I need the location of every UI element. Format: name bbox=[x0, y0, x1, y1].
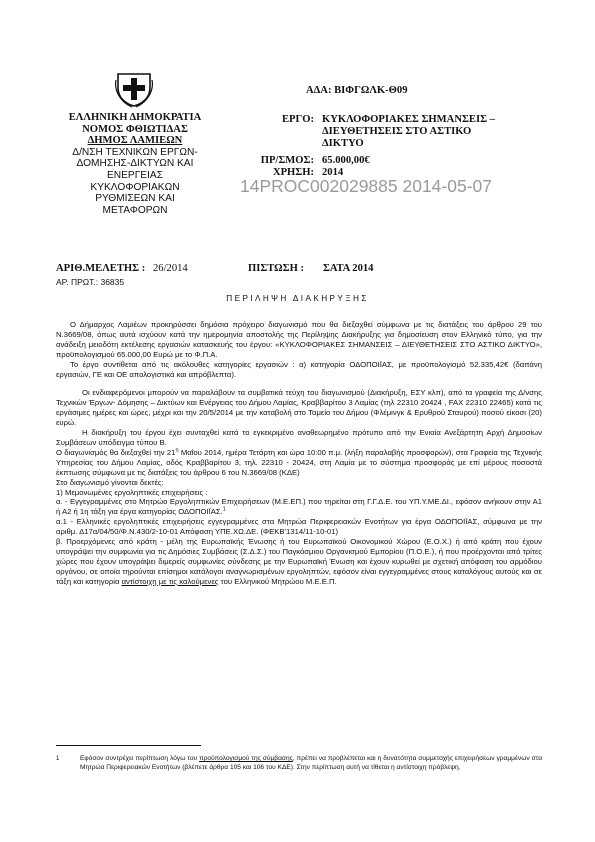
footnote-ref: 1 bbox=[222, 506, 226, 513]
paragraph: Ο Δήμαρχος Λαμιέων προκηρύσσει δημόσια πρόχειρο διαγωνισμό που θα διεξαχθεί σύμφωνα με τις διατάξεις του άρθρου 29 του Ν.3669/08, όπως αυτά ισχύουν κατά την ημερομηνία αποστολής της Περίληψης Διακήρυξης για δημοσίευση στον Ελληνικό τύπο, για την ανάδειξη μειοδότη εκτέλεσης εργασιών κατασκευής του έργου: «ΚΥΚΛΟΦΟΡΙΑΚΕΣ ΣΗΜΑΝΣΕΙΣ – ΔΙΕΥΘΕΤΗΣΕΙΣ ΣΤΟ ΑΣΤΙΚΟ ΔΙΚΤΥΟ», προϋπολογισμού 65.000,00 Ευρώ με το Φ.Π.Α. bbox=[56, 320, 542, 359]
project-value-line: ΔΙΚΤΥΟ bbox=[322, 138, 364, 149]
paragraph bbox=[56, 448, 542, 478]
year-label: ΧΡΗΣΗ: bbox=[272, 167, 314, 178]
budget-value: 65.000,00€ bbox=[322, 155, 370, 166]
authority-line: ΕΛΛΗΝΙΚΗ ΔΗΜΟΚΡΑΤΙΑ bbox=[68, 112, 202, 123]
paragraph-text: Μαΐου 2014, ημέρα Τετάρτη και ώρα 10:00 π.μ. (λήξη παραλαβής προσφορών), στα Γραφεία της Τεχνικής Υπηρεσίας του Δήμου Λαμίας, οδός Κραββαρίτου 3, τηλ. 22310 - 20424, στη Λαμία με το σύστημα προσφοράς με επί μέρους ποσοστά έκπτωσης σύμφωνα με τις διατάξεις του άρθρου 6 του Ν.3669/08 (ΚΔΕ) bbox=[56, 447, 542, 477]
study-number-value: 26/2014 bbox=[153, 263, 188, 274]
superscript: η bbox=[175, 447, 179, 454]
authority-line: ΚΥΚΛΟΦΟΡΙΑΚΩΝ bbox=[90, 181, 180, 193]
project-value-line: ΚΥΚΛΟΦΟΡΙΑΚΕΣ ΣΗΜΑΝΣΕΙΣ – bbox=[322, 114, 495, 125]
registry-stamp: 14PROC002029885 2014-05-07 bbox=[240, 176, 492, 196]
paragraph: 1) Μεμονωμένες εργοληπτικές επιχειρήσεις : bbox=[56, 487, 208, 497]
footnote-text-part: , πρέπει να προβλέπεται και η δυνατότητα συμμετοχής επιχειρήσεων γραμμένων στα Μητρώα Περιφερειακών Ενοτήτων (βλέπετε άρθρα 105 και 106 του ΚΔΕ). Στην περίπτωση αυτή να τίθεται η αντίστοιχη πρόβλεψη. bbox=[80, 755, 543, 771]
paragraph: Η διακήρυξη του έργου έχει συνταχθεί κατά το εγκεκριμένο αναθεωρημένο πρότυπο από την Ενιαία Ανεξάρτητη Αρχή Δημοσίων Συμβάσεων υπόδειγμα τύπου Β. bbox=[56, 428, 542, 447]
paragraph-text: β. Προερχόμενες από κράτη - μέλη της Ευρωπαϊκής Ένωσης ή του Ευρωπαϊκού Οικονομικού Χώρου (Ε.Ο.Χ.) ή από κράτη που έχουν υπογράψει την συμφωνία για τις Δημόσιες Συμβάσεις (Σ.Δ.Σ.) του Παγκόσμιου Οργανισμού Εμπορίου (Π.Ο.Ε.), ή που προέρχονται από τρίτες χώρες που έχουν υπογράψει διμερείς συμφωνίες σύνδεσης με την Ευρωπαϊκή Ένωση και έχουν κυρωθεί με σχετική απόφαση του αρμόδιου οργάνου, σε οποία τηρούνται επίσημοι κατάλογοι αναγνωρισμένων εργοληπτών, εφόσον είναι εγγεγραμμένες στους καταλόγους αυτούς και σε τάξη και κατηγορία bbox=[56, 537, 542, 586]
credit-label: ΠΙΣΤΩΣΗ : bbox=[248, 263, 304, 274]
document-title: ΠΕΡΙΛΗΨΗ ΔΙΑΚΗΡΥΞΗΣ bbox=[226, 294, 369, 303]
paragraph: α.1 - Ελληνικές εργοληπτικές επιχειρήσεις εγγεγραμμένες στα Μητρώα Περιφερειακών Ενοτήτων για έργα ΟΔΟΠΟΙΪΑΣ, σύμφωνα με την αριθμ. Δ17α/04/50/Φ.Ν.430/2-10-01 Απόφαση ΥΠΕ.ΧΩ.ΔΕ. (ΦΕΚΒ'1314/11-10-01) bbox=[56, 517, 542, 537]
paragraph-text: α. - Εγγεγραμμένες στο Μητρώο Εργοληπτικών Επιχειρήσεων (Μ.Ε.ΕΠ.) που τηρείται στη Γ.Γ.Δ.Ε. του ΥΠ.Υ.ΜΕ.ΔΙ., εφόσον ανήκουν στην Α1 ή Α2 ή 1η τάξη για έργα κατηγορίας ΟΔΟΠΟΙΪΑΣ. bbox=[56, 497, 542, 517]
protocol-number: ΑΡ. ΠΡΩΤ.: 36835 bbox=[56, 277, 125, 287]
ada-code: ΑΔΑ: ΒΙΦΓΩΛΚ-Θ09 bbox=[306, 85, 408, 96]
greek-republic-emblem-icon bbox=[114, 68, 154, 108]
footnote-divider bbox=[56, 745, 201, 746]
year-value: 2014 bbox=[322, 167, 344, 178]
authority-line: Δ/ΝΣΗ ΤΕΧΝΙΚΩΝ ΕΡΓΩΝ- bbox=[72, 146, 198, 158]
authority-line: ΕΝΕΡΓΕΙΑΣ bbox=[106, 169, 164, 181]
authority-line: ΜΕΤΑΦΟΡΩΝ bbox=[102, 204, 168, 216]
authority-line: ΔΟΜΗΣΗΣ-ΔΙΚΤΥΩΝ ΚΑΙ bbox=[76, 158, 194, 170]
project-value-line: ΔΙΕΥΘΕΤΗΣΕΙΣ ΣΤΟ ΑΣΤΙΚΟ bbox=[322, 126, 472, 137]
paragraph-text: Ο διαγωνισμός θα διεξαχθεί την 21 bbox=[56, 447, 176, 457]
authority-line: ΡΥΘΜΙΣΕΩΝ ΚΑΙ bbox=[95, 193, 175, 205]
authority-line: ΔΗΜΟΣ ΛΑΜΙΕΩΝ bbox=[87, 135, 183, 147]
budget-label: ΠΡ/ΣΜΟΣ: bbox=[260, 155, 314, 166]
footnote-underlined: προϋπολογισμού της σύμβασης bbox=[199, 755, 293, 762]
paragraph-text: του Ελληνικού Μητρώου Μ.Ε.Ε.Π. bbox=[218, 576, 337, 586]
footnote-text bbox=[80, 755, 542, 772]
paragraph bbox=[56, 537, 542, 587]
paragraph bbox=[56, 497, 542, 517]
footnote-text-part: Εφόσον συντρέχει περίπτωση λόγω του bbox=[80, 755, 200, 762]
credit-value: ΣΑΤΑ 2014 bbox=[323, 263, 374, 274]
authority-line: ΝΟΜΟΣ ΦΘΙΩΤΙΔΑΣ bbox=[82, 123, 188, 135]
paragraph: Το έργο συντίθεται από τις ακόλουθες κατηγορίες εργασιών : α) κατηγορία ΟΔΟΠΟΙΪΑΣ, με προϋπολογισμό 52.335,42€ (δαπάνη εργασιών, ΓΕ και ΟΕ απολογιστικά και απρόβλεπτα). bbox=[56, 359, 542, 379]
underlined-text: αντίστοιχη με τις καλούμενες bbox=[121, 576, 219, 586]
project-label: ΕΡΓΟ: bbox=[281, 114, 314, 125]
authority-block bbox=[56, 112, 214, 216]
footnote-number: 1 bbox=[56, 756, 60, 762]
project-value bbox=[322, 114, 532, 150]
paragraph: Στο διαγωνισμό γίνονται δεκτές: bbox=[56, 477, 164, 487]
document-body bbox=[56, 320, 542, 587]
study-number-label: ΑΡΙΘ.ΜΕΛΕΤΗΣ : bbox=[56, 263, 146, 274]
paragraph: Οι ενδιαφερόμενοι μπορούν να παραλάβουν τα συμβατικά τεύχη του διαγωνισμού (Διακήρυξη, ΕΣΥ κλπ), από τα γραφεία της Δ/νσης Τεχνικών Έργων- Δόμησης – Δικτύων και Ενέργειας του Δήμου Λαμίας, Κραββαρίτου 3 Λαμίας (τηλ 22310 20424 , FAX 22310 22465) κατά τις εργάσιμες ημέρες και ώρες, μέχρι και την 20/5/2014 με την καταβολή στο Ταμείο του Δήμου (Φλέμινγκ & Ερυθρού Σταυρού) ποσού είκοσι (20) ευρώ. bbox=[56, 388, 542, 428]
